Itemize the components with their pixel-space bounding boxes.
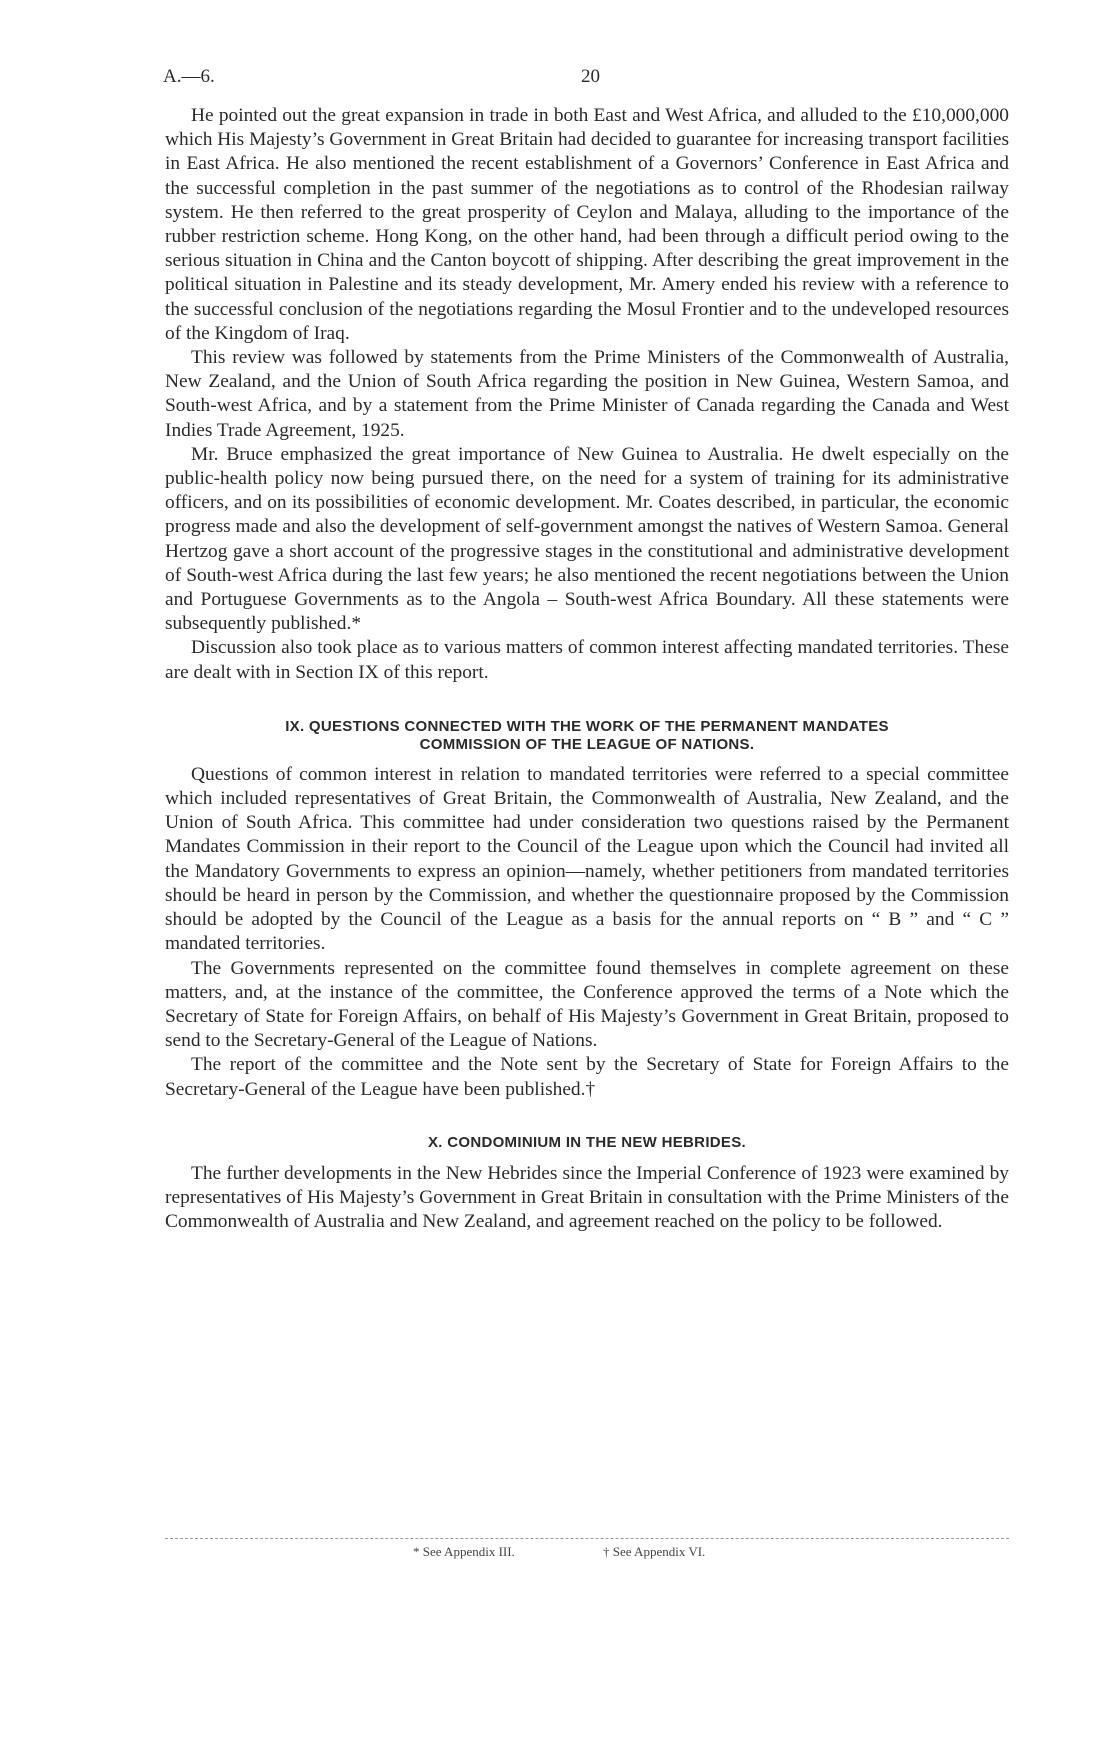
body-paragraph: He pointed out the great expansion in trade in both East and West Africa, and alluded to the £10,000,000 which His Majesty’s Government in Great Britain had decided to guarantee for increasing transport facilities in East Africa. He also mentioned the recent establishment of a Governors’ Conference in East Africa and the successful completion in the past summer of the negotiations as to control of the Rhodesian railway system. He then referred to the great prosperity of Ceylon and Malaya, alluding to the importance of the rubber restriction scheme. Hong Kong, on the other hand, had been through a difficult period owing to the serious situation in China and the Canton boycott of shipping. After describing the great improvement in the political situation in Palestine and its steady development, Mr. Amery ended his review with a reference to the successful conclusion of the negotiations regarding the Mosul Frontier and to the undeveloped resources of the Kingdom of Iraq. <box>165 105 1009 344</box>
footnote-divider <box>165 1538 1009 1539</box>
section-x-heading: X. CONDOMINIUM IN THE NEW HEBRIDES. <box>427 1133 746 1151</box>
section-x-paragraph: The further developments in the New Hebrides since the Imperial Conference of 1923 were examined by representatives of His Majesty’s Government in Great Britain in consultation with the Prime Ministers of the Commonwealth of Australia and New Zealand, and agreement reached on the policy to be followed. <box>165 1162 1009 1233</box>
section-ix-paragraph: The Governments represented on the committee found themselves in complete agreement on these matters, and, at the instance of the committee, the Conference approved the terms of a Note which the Secretary of State for Foreign Affairs, on behalf of His Majesty’s Government in Great Britain, proposed to send to the Secretary-General of the League of Nations. <box>165 957 1009 1052</box>
footnote-appendix-vi: † See Appendix VI. <box>603 1544 706 1559</box>
footnotes <box>165 1544 1009 1564</box>
section-ix-heading <box>165 718 1009 754</box>
section-ix-heading-line1: IX. QUESTIONS CONNECTED WITH THE WORK OF THE PERMANENT MANDATES <box>285 717 889 735</box>
footnote-appendix-iii: * See Appendix III. <box>413 1544 515 1559</box>
section-ix-heading-line2: COMMISSION OF THE LEAGUE OF NATIONS. <box>419 735 755 753</box>
body-paragraph: This review was followed by statements from the Prime Ministers of the Commonwealth of Australia, New Zealand, and the Union of South Africa regarding the position in New Guinea, Western Samoa, and South-west Africa, and by a statement from the Prime Minister of Canada regarding the Canada and West Indies Trade Agreement, 1925. <box>165 347 1009 441</box>
page-header <box>163 66 963 96</box>
body-paragraph: Mr. Bruce emphasized the great importance of New Guinea to Australia. He dwelt especially on the public-health policy now being pursued there, on the need for a system of training for its administrative officers, and on its possibilities of economic development. Mr. Coates described, in particular, the economic progress made and also the development of self-government amongst the natives of Western Samoa. General Hertzog gave a short account of the progressive stages in the constitutional and administrative development of South-west Africa during the last few years; he also mentioned the recent negotiations between the Union and Portuguese Governments as to the Angola – South-west Africa Boundary. All these statements were subsequently published.* <box>165 443 1010 635</box>
document-reference: A.—6. <box>163 66 215 87</box>
section-ix-paragraph: The report of the committee and the Note sent by the Secretary of State for Foreign Affairs to the Secretary-General of the League have been published.† <box>165 1054 1009 1100</box>
document-body <box>165 104 1009 1234</box>
body-paragraph: Discussion also took place as to various matters of common interest affecting mandated territories. These are dealt with in Section IX of this report. <box>165 637 1009 683</box>
section-ix-paragraph: Questions of common interest in relation to mandated territories were referred to a special committee which included representatives of Great Britain, the Commonwealth of Australia, New Zealand, and the Union of South Africa. This committee had under consideration two questions raised by the Permanent Mandates Commission in their report to the Council of the League upon which the Council had invited all the Mandatory Governments to express an opinion—namely, whether petitioners from mandated territories should be heard in person by the Commission, and whether the questionnaire proposed by the Commission should be adopted by the Council of the League as a basis for the annual reports on “ B ” and “ C ” mandated territories. <box>165 763 1009 955</box>
page-number: 20 <box>581 66 600 87</box>
